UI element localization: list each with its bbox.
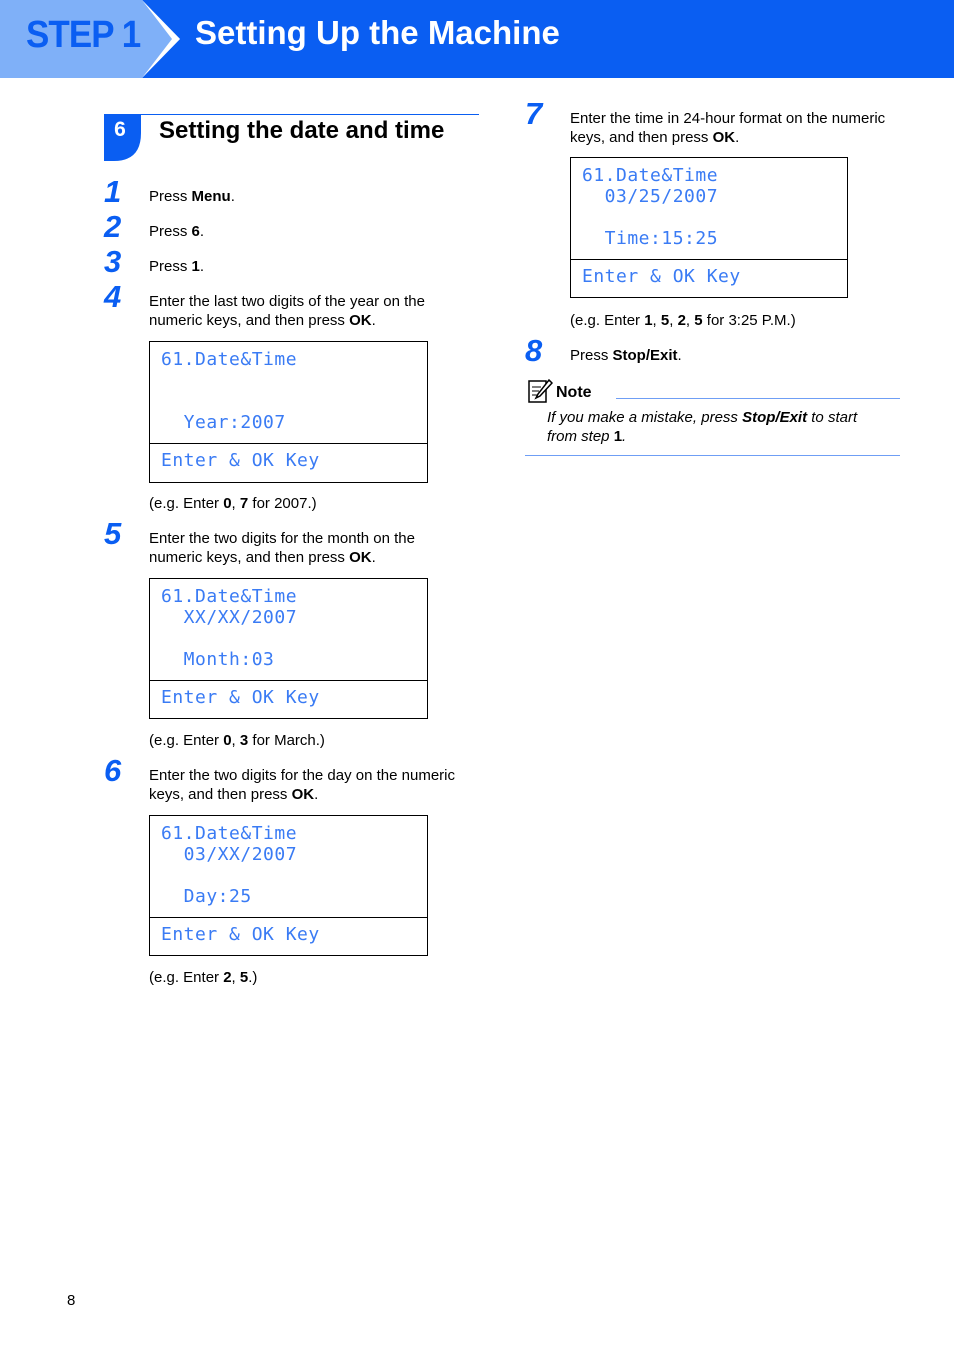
- note-title: Note: [556, 384, 592, 401]
- lcd-line: 61.Date&Time: [161, 586, 298, 607]
- lcd-line: Enter & OK Key: [582, 266, 741, 287]
- example-text: (e.g. Enter 0, 3 for March.): [149, 732, 325, 749]
- lcd-line: Year:2007: [161, 412, 286, 433]
- step-number: 7: [525, 96, 543, 131]
- step-text: Press Stop/Exit.: [570, 347, 682, 364]
- example-text: (e.g. Enter 1, 5, 2, 5 for 3:25 P.M.): [570, 312, 796, 329]
- step-number: 8: [525, 333, 543, 368]
- lcd-display-month: [149, 578, 428, 719]
- lcd-line: XX/XX/2007: [161, 607, 298, 628]
- step-text: Press 6.: [149, 223, 205, 240]
- lcd-line: Time:15:25: [582, 228, 719, 249]
- header-banner: [0, 0, 954, 78]
- note-body: If you make a mistake, press Stop/Exit to start from step 1.: [547, 409, 858, 445]
- lcd-line: Enter & OK Key: [161, 924, 320, 945]
- section-number: 6: [114, 118, 126, 141]
- lcd-line: 61.Date&Time: [582, 165, 719, 186]
- step-text: Enter the two digits for the month on the numeric keys, and then press OK.: [149, 530, 415, 566]
- lcd-line: 61.Date&Time: [161, 823, 298, 844]
- page-title: Setting Up the Machine: [195, 14, 560, 51]
- lcd-line: 03/XX/2007: [161, 844, 298, 865]
- lcd-line: 03/25/2007: [582, 186, 719, 207]
- step-badge: [0, 0, 180, 78]
- step-label: STEP 1: [26, 14, 141, 56]
- step-number: 1: [104, 174, 122, 209]
- note-rule: [616, 398, 900, 399]
- lcd-line: 61.Date&Time: [161, 349, 298, 370]
- example-text: (e.g. Enter 0, 7 for 2007.): [149, 495, 317, 512]
- step-number: 3: [104, 244, 122, 279]
- lcd-display-time: [570, 157, 848, 298]
- step-text: Enter the time in 24-hour format on the numeric keys, and then press OK.: [570, 110, 886, 146]
- step-text: Press Menu.: [149, 188, 235, 205]
- section-rule: [104, 114, 479, 115]
- example-text: (e.g. Enter 2, 5.): [149, 969, 258, 986]
- step-text: Press 1.: [149, 258, 205, 275]
- section-title: Setting the date and time: [159, 117, 445, 144]
- lcd-display-day: [149, 815, 428, 956]
- step-number: 2: [104, 209, 122, 244]
- step-text: Enter the two digits for the day on the numeric keys, and then press OK.: [149, 767, 455, 803]
- lcd-line: Enter & OK Key: [161, 450, 320, 471]
- lcd-line: Month:03: [161, 649, 275, 670]
- step-number: 5: [104, 516, 122, 551]
- step-number: 6: [104, 753, 122, 788]
- note-bottom-rule: [525, 455, 900, 456]
- page-number: 8: [67, 1292, 76, 1309]
- lcd-line: Day:25: [161, 886, 252, 907]
- step-number: 4: [104, 279, 122, 314]
- lcd-line: Enter & OK Key: [161, 687, 320, 708]
- step-text: Enter the last two digits of the year on the numeric keys, and then press OK.: [149, 293, 425, 329]
- lcd-display-year: [149, 341, 428, 483]
- note-pencil-icon: [527, 378, 553, 404]
